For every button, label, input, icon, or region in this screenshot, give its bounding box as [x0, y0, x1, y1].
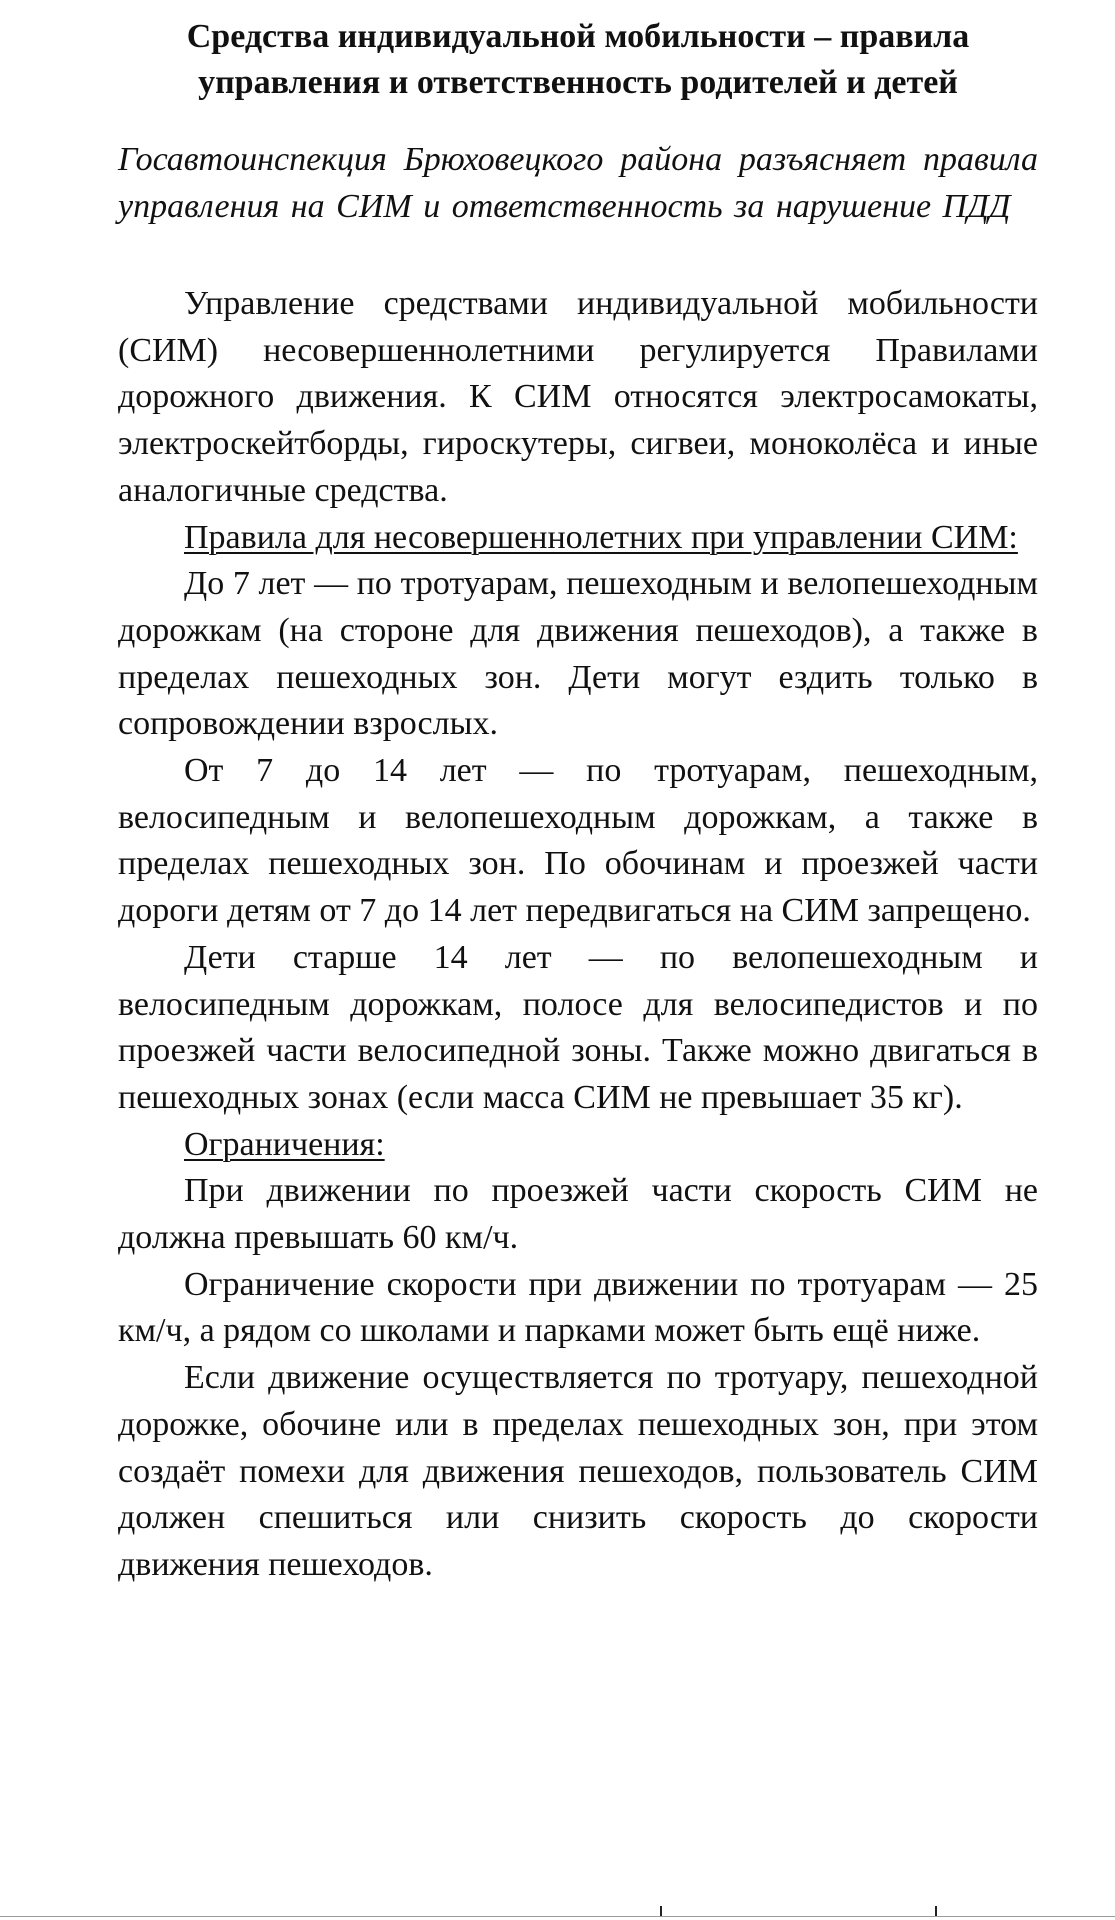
section-heading-minor-rules-text: Правила для несовершеннолетних при управлении СИМ:: [184, 518, 1018, 556]
document-body: [118, 281, 1038, 1589]
paragraph-under-7: До 7 лет — по тротуарам, пешеходным и велопешеходным дорожкам (на стороне для движения пешеходов), а также в пределах пешеходных зон. Дети могут ездить только в сопровождении взрослых.: [118, 565, 1038, 743]
paragraph-speed-sidewalk: Ограничение скорости при движении по тротуарам — 25 км/ч, а рядом со школами и парками может быть ещё ниже.: [118, 1265, 1038, 1350]
bottom-tick-mark: [935, 1906, 937, 1916]
section-heading-restrictions: [118, 1122, 1038, 1169]
paragraph-7-to-14: От 7 до 14 лет — по тротуарам, пешеходным, велосипедным и велопешеходным дорожкам, а также в пределах пешеходных зон. По обочинам и проезжей части дороги детям от 7 до 14 лет передвигаться на СИМ запрещено.: [118, 752, 1038, 930]
document-page: [118, 0, 1038, 1589]
page-bottom-divider: [0, 1916, 1115, 1917]
document-subtitle: Госавтоинспекция Брюховецкого района разъясняет правила управления на СИМ и ответственность за нарушение ПДД: [118, 141, 1038, 225]
paragraph-intro: Управление средствами индивидуальной мобильности (СИМ) несовершеннолетними регулируется Правилами дорожного движения. К СИМ относятся электросамокаты, электроскейтборды, гироскутеры, сигвеи, моноколёса и иные аналогичные средства.: [118, 285, 1038, 509]
section-heading-restrictions-text: Ограничения:: [184, 1125, 385, 1163]
paragraph-pedestrian-interference: Если движение осуществляется по тротуару, пешеходной дорожке, обочине или в пределах пешеходных зон, при этом создаёт помехи для движения пешеходов, пользователь СИМ должен спешиться или снизить скорость до скорости движения пешеходов.: [118, 1359, 1038, 1583]
paragraph-over-14: Дети старше 14 лет — по велопешеходным и велосипедным дорожкам, полосе для велосипедистов и по проезжей части велосипедной зоны. Также можно двигаться в пешеходных зонах (если масса СИМ не превышает 35 кг).: [118, 938, 1038, 1116]
paragraph-speed-roadway: При движении по проезжей части скорость СИМ не должна превышать 60 км/ч.: [118, 1172, 1038, 1257]
document-title: Средства индивидуальной мобильности – правила управления и ответственность родителей и детей: [186, 18, 970, 101]
bottom-tick-mark: [660, 1906, 662, 1916]
section-heading-minor-rules: [118, 515, 1038, 562]
